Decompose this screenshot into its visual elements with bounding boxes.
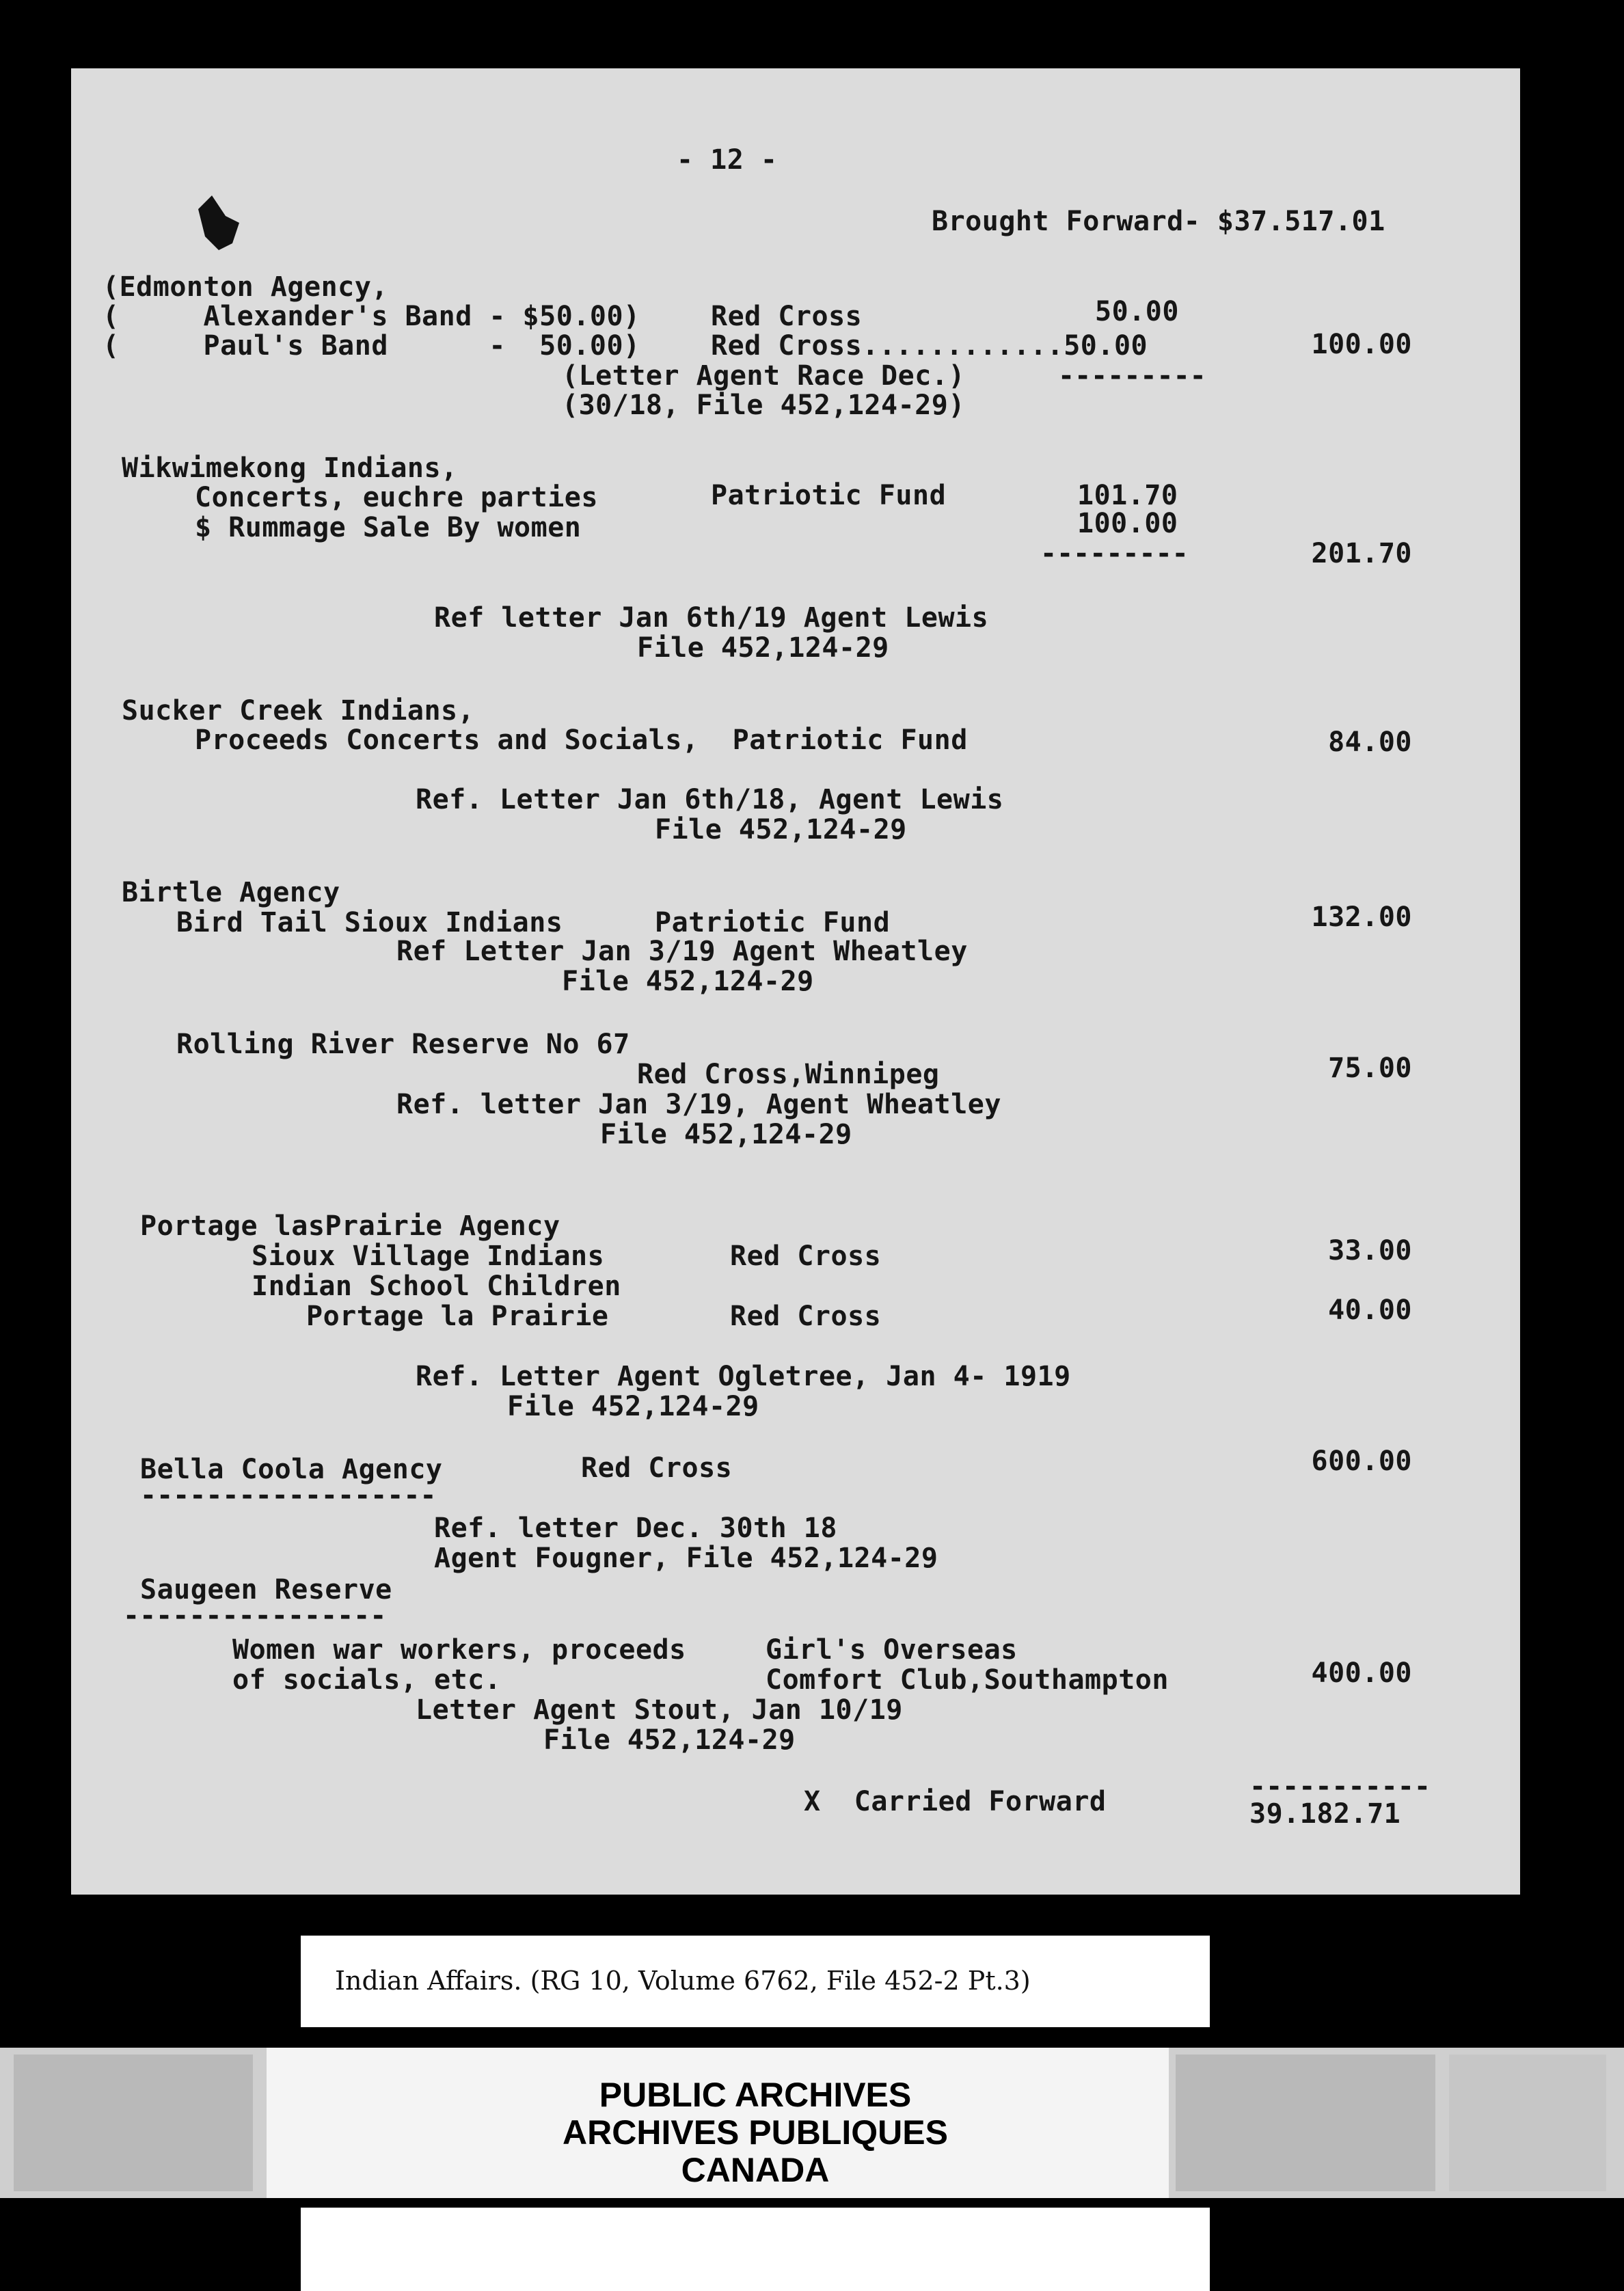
entry-portage-title: Portage lasPrairie Agency [140, 1210, 560, 1242]
entry-bella-total: 600.00 [1311, 1446, 1412, 1477]
entry-edmonton-line: ( Paul's Band - 50.00) [103, 330, 640, 362]
entry-birtle-ref: Ref Letter Jan 3/19 Agent Wheatley [396, 936, 968, 967]
entry-saugeen-file: File 452,124-29 [543, 1724, 796, 1756]
entry-wikwemikong-title: Wikwimekong Indians, [122, 452, 458, 484]
entry-saugeen-title: Saugeen Reserve [140, 1574, 392, 1605]
bottom-card [301, 2208, 1210, 2291]
brought-forward: Brought Forward- $37.517.01 [932, 206, 1385, 237]
entry-edmonton-line: Red Cross............50.00 [711, 330, 1148, 362]
entry-rolling-line: Red Cross,Winnipeg [637, 1059, 940, 1090]
entry-sucker-line: Proceeds Concerts and Socials, Patriotic Fund [195, 724, 968, 756]
entry-saugeen-ref: Letter Agent Stout, Jan 10/19 [416, 1694, 903, 1726]
entry-portage-amount: 33.00 [1328, 1235, 1412, 1266]
ink-blot-mark [191, 195, 246, 257]
entry-edmonton-amount: 50.00 [1095, 296, 1179, 327]
entry-wikwemikong-ref: Ref letter Jan 6th/19 Agent Lewis [434, 602, 989, 634]
entry-portage-amount: 40.00 [1328, 1294, 1412, 1326]
entry-saugeen-line: Women war workers, proceeds [232, 1634, 686, 1666]
entry-birtle-line: Patriotic Fund [655, 907, 891, 938]
page-number: - 12 - [677, 144, 778, 176]
stamp-line-1: PUBLIC ARCHIVES [599, 2076, 912, 2114]
entry-wikwemikong-amount: 100.00 [1077, 508, 1178, 539]
entry-birtle-line: Bird Tail Sioux Indians [176, 907, 563, 938]
carried-forward-total: 39.182.71 [1249, 1798, 1401, 1830]
entry-birtle-file: File 452,124-29 [562, 966, 814, 997]
entry-sucker-ref: Ref. Letter Jan 6th/18, Agent Lewis [416, 784, 1004, 815]
entry-wikwemikong-rule: --------- [1040, 538, 1189, 569]
entry-wikwemikong-amount: 101.70 [1077, 480, 1178, 511]
entry-birtle-title: Birtle Agency [122, 877, 340, 908]
entry-wikwemikong-line: $ Rummage Sale By women [195, 512, 582, 543]
entry-wikwemikong-line: Patriotic Fund [711, 480, 947, 511]
entry-saugeen-line: Girl's Overseas [766, 1634, 1018, 1666]
stamp-line-3: CANADA [681, 2151, 830, 2189]
entry-edmonton-total: 100.00 [1311, 329, 1412, 360]
entry-rolling-total: 75.00 [1328, 1053, 1412, 1084]
entry-portage-line: Sioux Village Indians [252, 1241, 605, 1272]
entry-bella-ref: Ref. letter Dec. 30th 18 [434, 1513, 837, 1544]
entry-birtle-total: 132.00 [1311, 902, 1412, 933]
entry-sucker-file: File 452,124-29 [655, 814, 907, 845]
entry-saugeen-line: of socials, etc. [232, 1664, 502, 1696]
public-archives-stamp [301, 2076, 1210, 2189]
carried-forward-rule: ----------- [1249, 1771, 1431, 1802]
entry-rolling-file: File 452,124-29 [600, 1119, 852, 1150]
entry-sucker-title: Sucker Creek Indians, [122, 695, 475, 727]
entry-portage-line: Red Cross [730, 1241, 882, 1272]
entry-portage-ref: Ref. Letter Agent Ogletree, Jan 4- 1919 [416, 1361, 1071, 1392]
entry-wikwemikong-total: 201.70 [1311, 538, 1412, 569]
entry-bella-rule: ------------------ [140, 1480, 437, 1511]
entry-bella-line: Red Cross [581, 1452, 733, 1484]
entry-rolling-ref: Ref. letter Jan 3/19, Agent Wheatley [396, 1089, 1001, 1120]
entry-bella-title: Bella Coola Agency [140, 1454, 443, 1485]
entry-wikwemikong-line: Concerts, euchre parties [195, 482, 598, 513]
entry-portage-line: Portage la Prairie [306, 1301, 609, 1332]
entry-portage-line: Indian School Children [252, 1271, 621, 1302]
entry-bella-file: Agent Fougner, File 452,124-29 [434, 1543, 938, 1574]
entry-saugeen-line: Comfort Club,Southampton [766, 1664, 1169, 1696]
entry-portage-file: File 452,124-29 [507, 1391, 759, 1422]
entry-sucker-total: 84.00 [1328, 727, 1412, 758]
entry-edmonton-ref: (Letter Agent Race Dec.) [562, 360, 965, 392]
entry-edmonton-line: ( Alexander's Band - $50.00) [103, 301, 640, 332]
entry-edmonton-line: Red Cross [711, 301, 863, 332]
entry-saugeen-rule: ---------------- [123, 1600, 387, 1631]
archive-caption: Indian Affairs. (RG 10, Volume 6762, File 452-2 Pt.3) [335, 1966, 1031, 1996]
entry-saugeen-total: 400.00 [1311, 1657, 1412, 1689]
archive-caption-card [301, 1936, 1210, 2027]
entry-edmonton-rule: --------- [1058, 360, 1206, 392]
entry-rolling-title: Rolling River Reserve No 67 [176, 1029, 630, 1060]
entry-edmonton-ref: (30/18, File 452,124-29) [562, 390, 965, 421]
carried-forward-label: X Carried Forward [804, 1786, 1107, 1817]
entry-portage-line: Red Cross [730, 1301, 882, 1332]
stamp-line-2: ARCHIVES PUBLIQUES [563, 2113, 948, 2152]
entry-edmonton-title: (Edmonton Agency, [103, 271, 388, 303]
entry-wikwemikong-file: File 452,124-29 [637, 632, 889, 664]
